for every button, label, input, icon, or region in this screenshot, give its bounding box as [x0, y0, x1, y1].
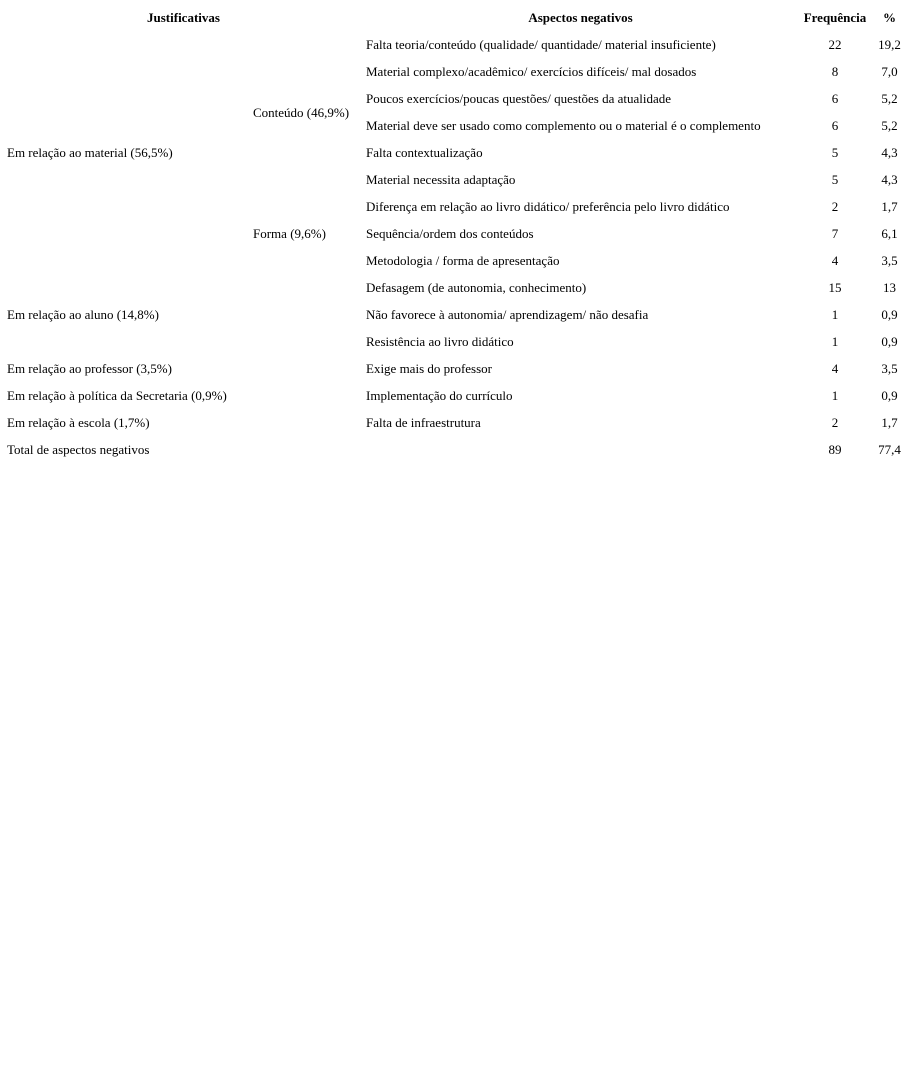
aspect-cell: Não favorece à autonomia/ aprendizagem/ não desafia: [366, 307, 649, 322]
percent-cell: 0,9: [881, 388, 898, 403]
percent-cell: 5,2: [881, 91, 898, 106]
frequency-cell: 2: [831, 415, 839, 430]
frequency-cell: 15: [828, 280, 842, 295]
table-row: [4, 31, 907, 58]
aspect-cell: Falta contextualização: [366, 145, 483, 160]
group-politica: Em relação à política da Secretaria (0,9%): [7, 388, 227, 403]
group-professor: Em relação ao professor (3,5%): [7, 361, 172, 376]
frequency-cell: 4: [831, 253, 839, 268]
total-frequency: 89: [828, 442, 842, 457]
table-row: [4, 382, 907, 409]
subgroup-conteudo: Conteúdo (46,9%): [253, 104, 350, 120]
aspect-cell: Diferença em relação ao livro didático/ preferência pelo livro didático: [366, 199, 730, 214]
header-justificativas: Justificativas: [147, 10, 220, 25]
aspect-cell: Material deve ser usado como complemento ou o material é o complemento: [366, 118, 761, 133]
subgroup-forma: Forma (9,6%): [253, 226, 326, 241]
frequency-cell: 1: [831, 307, 839, 322]
frequency-cell: 5: [831, 145, 839, 160]
frequency-cell: 1: [831, 388, 839, 403]
header-aspectos: Aspectos negativos: [528, 10, 633, 25]
frequency-cell: 7: [831, 226, 839, 241]
aspect-cell: Material complexo/acadêmico/ exercícios difíceis/ mal dosados: [366, 64, 697, 79]
frequency-cell: 4: [831, 361, 839, 376]
percent-cell: 4,3: [881, 172, 898, 187]
aspect-cell: Resistência ao livro didático: [366, 334, 514, 349]
percent-cell: 0,9: [881, 334, 898, 349]
frequency-cell: 1: [831, 334, 839, 349]
total-percent: 77,4: [878, 442, 901, 457]
frequency-cell: 6: [831, 118, 839, 133]
aspect-cell: Implementação do currículo: [366, 388, 513, 403]
percent-cell: 19,2: [878, 37, 901, 52]
aspect-cell: Sequência/ordem dos conteúdos: [366, 226, 534, 241]
percent-cell: 6,1: [881, 226, 898, 241]
percent-cell: 1,7: [881, 199, 898, 214]
percent-cell: 1,7: [881, 415, 898, 430]
table-row: [4, 274, 907, 301]
group-material: Em relação ao material (56,5%): [7, 145, 173, 160]
aspect-cell: Metodologia / forma de apresentação: [366, 253, 560, 268]
percent-cell: 0,9: [881, 307, 898, 322]
total-label: Total de aspectos negativos: [7, 442, 150, 457]
percent-cell: 4,3: [881, 145, 898, 160]
frequency-cell: 8: [831, 64, 839, 79]
negative-aspects-table: [4, 4, 907, 463]
frequency-cell: 22: [828, 37, 842, 52]
percent-cell: 7,0: [881, 64, 898, 79]
aspect-cell: Falta teoria/conteúdo (qualidade/ quantidade/ material insuficiente): [366, 37, 716, 52]
frequency-cell: 2: [831, 199, 839, 214]
aspect-cell: Poucos exercícios/poucas questões/ questões da atualidade: [366, 91, 672, 106]
aspect-cell: Defasagem (de autonomia, conhecimento): [366, 280, 587, 295]
aspect-cell: Exige mais do professor: [366, 361, 493, 376]
table-row: [4, 409, 907, 436]
table-row: [4, 355, 907, 382]
header-percent: %: [883, 10, 896, 25]
percent-cell: 3,5: [881, 361, 898, 376]
aspect-cell: Falta de infraestrutura: [366, 415, 481, 430]
total-row: [4, 436, 907, 463]
frequency-cell: 6: [831, 91, 839, 106]
group-aluno: Em relação ao aluno (14,8%): [7, 307, 159, 322]
percent-cell: 13: [883, 280, 896, 295]
header-frequencia: Frequência: [803, 10, 867, 25]
percent-cell: 3,5: [881, 253, 898, 268]
aspect-cell: Material necessita adaptação: [366, 172, 516, 187]
group-escola: Em relação à escola (1,7%): [7, 415, 150, 430]
table-header-row: [4, 4, 907, 31]
percent-cell: 5,2: [881, 118, 898, 133]
frequency-cell: 5: [831, 172, 839, 187]
